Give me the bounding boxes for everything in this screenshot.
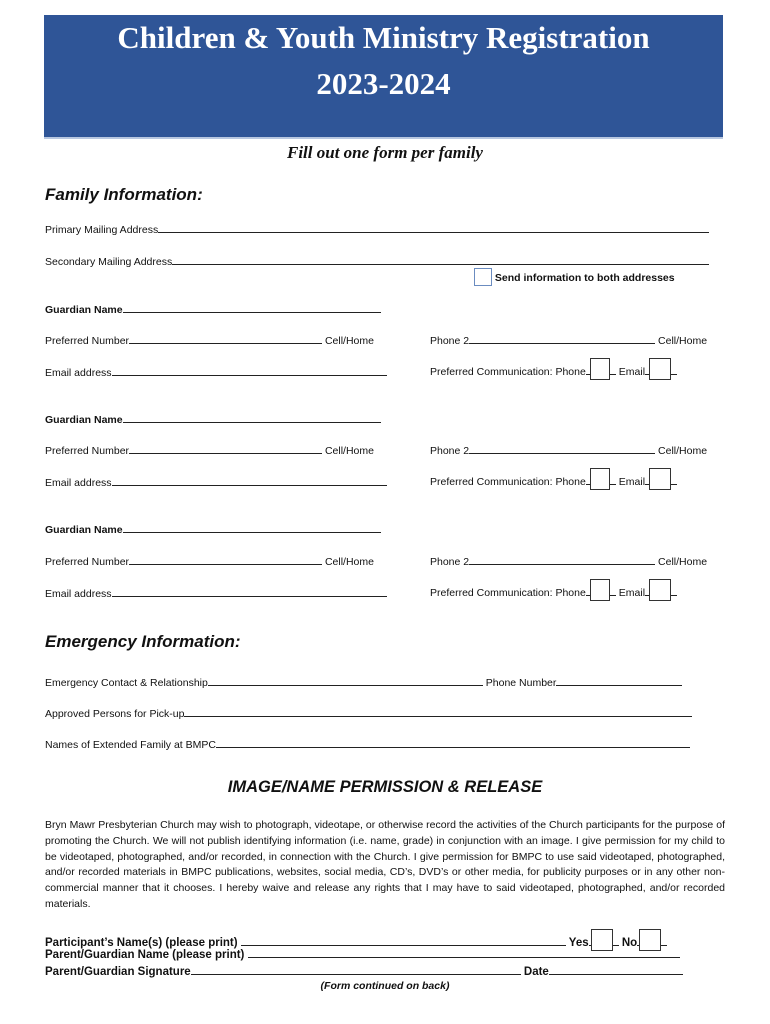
secondary-address-field[interactable] bbox=[172, 253, 709, 265]
send-both-label: Send information to both addresses bbox=[494, 272, 675, 284]
primary-address-row bbox=[45, 221, 709, 236]
date-label: Date bbox=[523, 966, 549, 978]
guardian2-phone-checkbox[interactable] bbox=[590, 468, 610, 490]
email-label: Email address bbox=[45, 588, 112, 600]
preferred-number-label: Preferred Number bbox=[45, 445, 130, 457]
participant-name-field[interactable] bbox=[241, 934, 566, 946]
emergency-contact-row bbox=[45, 674, 682, 689]
guardian2-name-row bbox=[45, 411, 381, 426]
signature-field[interactable] bbox=[191, 963, 521, 975]
pref-comm-label: Preferred Communication: Phone bbox=[430, 587, 586, 599]
signature-label: Parent/Guardian Signature bbox=[45, 966, 191, 978]
guardian1-email-checkbox[interactable] bbox=[649, 358, 671, 380]
guardian2-email-field[interactable] bbox=[112, 474, 387, 486]
parent-name-label: Parent/Guardian Name (please print) bbox=[45, 949, 245, 961]
secondary-address-row bbox=[45, 253, 709, 268]
primary-address-field[interactable] bbox=[158, 221, 709, 233]
extended-family-label: Names of Extended Family at BMPC bbox=[45, 739, 216, 751]
cell-home-label: Cell/Home bbox=[658, 335, 708, 347]
form-title: Children & Youth Ministry Registration bbox=[117, 20, 650, 55]
guardian3-phone-checkbox[interactable] bbox=[590, 579, 610, 601]
parent-name-field[interactable] bbox=[248, 946, 680, 958]
guardian3-number-row bbox=[45, 553, 374, 568]
pref-comm-label: Preferred Communication: Phone bbox=[430, 476, 586, 488]
pickup-label: Approved Persons for Pick-up bbox=[45, 708, 185, 720]
guardian1-email-row bbox=[45, 364, 387, 379]
family-info-heading: Family Information: bbox=[45, 185, 203, 204]
guardian3-email-checkbox[interactable] bbox=[649, 579, 671, 601]
emergency-heading: Emergency Information: bbox=[45, 632, 241, 651]
cell-home-label: Cell/Home bbox=[324, 445, 374, 457]
guardian3-phone2-field[interactable] bbox=[469, 553, 655, 565]
phone2-label: Phone 2 bbox=[430, 556, 470, 568]
guardian-name-label: Guardian Name bbox=[45, 414, 123, 426]
cell-home-label: Cell/Home bbox=[658, 556, 708, 568]
guardian2-pref-comm-row bbox=[430, 468, 677, 490]
send-both-row bbox=[474, 268, 675, 286]
guardian1-number-field[interactable] bbox=[129, 332, 322, 344]
phone2-label: Phone 2 bbox=[430, 445, 470, 457]
preferred-number-label: Preferred Number bbox=[45, 335, 130, 347]
email-label: Email address bbox=[45, 367, 112, 379]
guardian-name-label: Guardian Name bbox=[45, 304, 123, 316]
guardian1-name-row bbox=[45, 301, 381, 316]
cell-home-label: Cell/Home bbox=[324, 335, 374, 347]
primary-address-label: Primary Mailing Address bbox=[45, 224, 159, 236]
email-label: Email address bbox=[45, 477, 112, 489]
participant-label: Participant’s Name(s) (please print) bbox=[45, 937, 238, 949]
guardian2-phone2-row bbox=[430, 442, 707, 457]
guardian3-name-row bbox=[45, 521, 381, 536]
emergency-phone-label: Phone Number bbox=[485, 677, 557, 689]
form-continued-note: (Form continued on back) bbox=[320, 980, 450, 992]
extended-family-row bbox=[45, 736, 690, 751]
date-field[interactable] bbox=[549, 963, 683, 975]
guardian3-pref-comm-row bbox=[430, 579, 677, 601]
guardian1-phone2-row bbox=[430, 332, 707, 347]
guardian3-email-row bbox=[45, 585, 387, 600]
guardian1-pref-comm-row bbox=[430, 358, 677, 380]
cell-home-label: Cell/Home bbox=[658, 445, 708, 457]
guardian2-email-checkbox[interactable] bbox=[649, 468, 671, 490]
form-subtitle: Fill out one form per family bbox=[287, 143, 483, 162]
guardian1-email-field[interactable] bbox=[112, 364, 387, 376]
phone2-label: Phone 2 bbox=[430, 335, 470, 347]
guardian1-number-row bbox=[45, 332, 374, 347]
yes-label: Yes bbox=[568, 937, 589, 949]
extended-family-field[interactable] bbox=[216, 736, 690, 748]
emergency-contact-label: Emergency Contact & Relationship bbox=[45, 677, 208, 689]
secondary-address-label: Secondary Mailing Address bbox=[45, 256, 173, 268]
emergency-phone-field[interactable] bbox=[556, 674, 682, 686]
send-both-checkbox[interactable] bbox=[474, 268, 492, 286]
pickup-field[interactable] bbox=[184, 705, 692, 717]
signature-row bbox=[45, 963, 683, 978]
release-heading: IMAGE/NAME PERMISSION & RELEASE bbox=[227, 778, 543, 796]
guardian3-name-field[interactable] bbox=[123, 521, 381, 533]
guardian3-email-field[interactable] bbox=[112, 585, 387, 597]
parent-name-row bbox=[45, 946, 680, 961]
guardian2-number-field[interactable] bbox=[129, 442, 322, 454]
guardian-name-label: Guardian Name bbox=[45, 524, 123, 536]
no-label: No bbox=[621, 937, 638, 949]
guardian1-name-field[interactable] bbox=[123, 301, 381, 313]
guardian3-number-field[interactable] bbox=[129, 553, 322, 565]
guardian2-phone2-field[interactable] bbox=[469, 442, 655, 454]
release-paragraph: Bryn Mawr Presbyterian Church may wish to photograph, videotape, or otherwise record the activities of the Church participants for the purpose of promoting the Church. We will not publish identifying information (i.e. name, grade) in conjunction with an image. I give permission for my child to be videotaped, photographed, and/or recorded, in connection with the Church. I give permission for BMPC to use said videotaped, photographed, and/or recorded materials in BMPC publications, websites, social media, CD’s, DVD’s or other media, for publicity purposes or in any other non-commercial manner that it chooses. I hereby waive and release any rights that I may have to said videotaped, photographed, and/or recorded materials. bbox=[45, 819, 725, 910]
preferred-number-label: Preferred Number bbox=[45, 556, 130, 568]
guardian2-name-field[interactable] bbox=[123, 411, 381, 423]
pickup-row bbox=[45, 705, 692, 720]
guardian1-phone2-field[interactable] bbox=[469, 332, 655, 344]
form-year: 2023-2024 bbox=[316, 66, 451, 101]
email-short-label: Email bbox=[618, 476, 646, 488]
guardian2-email-row bbox=[45, 474, 387, 489]
pref-comm-label: Preferred Communication: Phone bbox=[430, 366, 586, 378]
email-short-label: Email bbox=[618, 587, 646, 599]
guardian3-phone2-row bbox=[430, 553, 707, 568]
emergency-contact-field[interactable] bbox=[208, 674, 483, 686]
email-short-label: Email bbox=[618, 366, 646, 378]
guardian2-number-row bbox=[45, 442, 374, 457]
cell-home-label: Cell/Home bbox=[324, 556, 374, 568]
guardian1-phone-checkbox[interactable] bbox=[590, 358, 610, 380]
